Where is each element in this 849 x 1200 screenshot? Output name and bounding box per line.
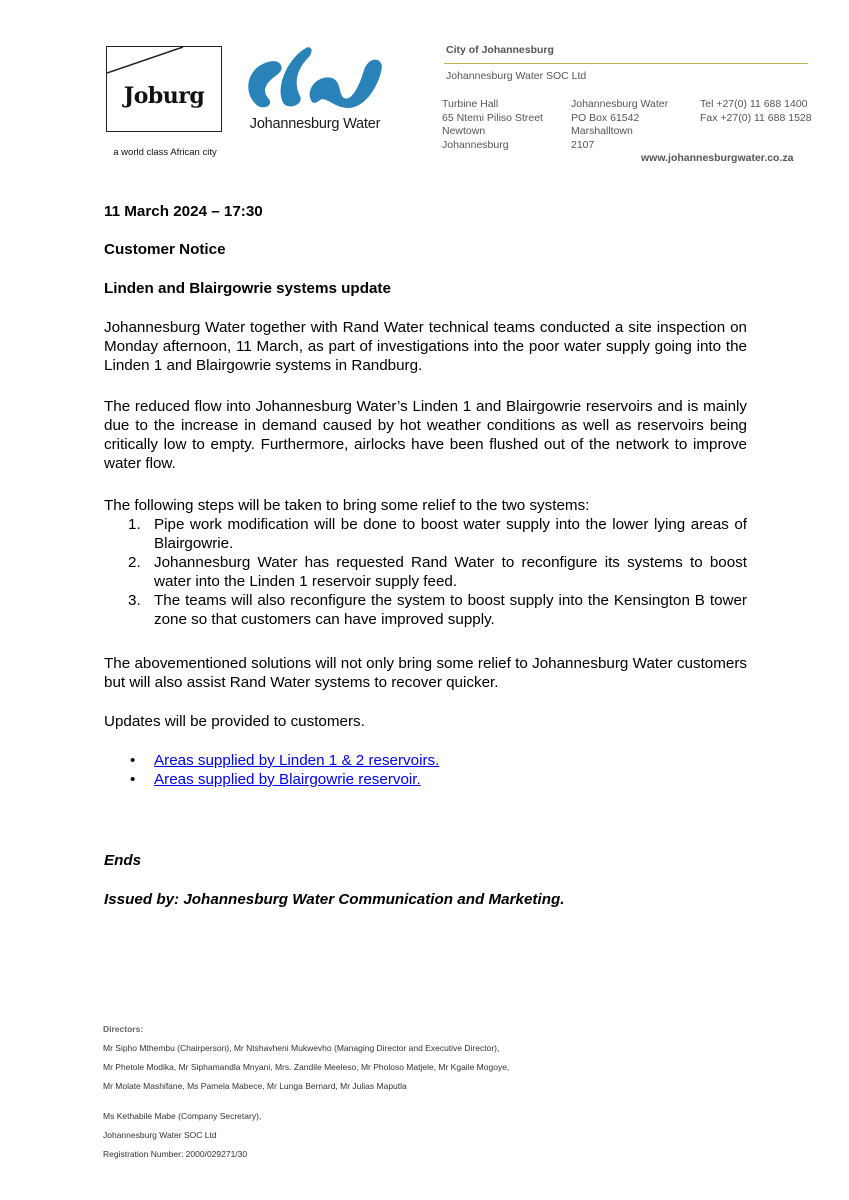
list-item: 1. Pipe work modification will be done to boost water supply into the lower lying areas of Blairgowrie. xyxy=(128,516,747,552)
directors-label: Directors: xyxy=(103,1024,144,1034)
notice-title: Linden and Blairgowrie systems update xyxy=(104,280,391,297)
header-company: Johannesburg Water SOC Ltd xyxy=(446,70,587,82)
list-item xyxy=(104,751,747,770)
johannesburg-water-logo-icon xyxy=(240,44,388,114)
address-line: Newtown xyxy=(442,125,486,137)
bullet-icon: • xyxy=(130,752,136,769)
directors-line: Mr Phetole Modika, Mr Siphamandla Mnyani, Mrs. Zandile Meeleso, Mr Pholoso Matjele, Mr Kgaile Mogoye, xyxy=(103,1062,510,1072)
address-line: Marshalltown xyxy=(571,125,633,137)
header-divider xyxy=(444,63,808,64)
address-line: Turbine Hall xyxy=(442,98,499,110)
secretary-line: Ms Kethabile Mabe (Company Secretary), xyxy=(103,1111,262,1121)
street-address xyxy=(442,98,543,152)
link-linden-reservoirs[interactable]: Areas supplied by Linden 1 & 2 reservoirs. xyxy=(154,752,440,769)
bullet-icon: • xyxy=(130,771,136,788)
directors-list xyxy=(103,1039,509,1096)
company-line: Johannesburg Water SOC Ltd xyxy=(103,1130,217,1140)
phone-number: Tel +27(0) 11 688 1400 xyxy=(700,98,808,110)
steps-section xyxy=(104,496,747,629)
paragraph-updates: Updates will be provided to customers. xyxy=(104,713,365,730)
list-item: 2. Johannesburg Water has requested Rand Water to reconfigure its systems to boost water into the Linden 1 reservoir supply feed. xyxy=(128,554,747,590)
joburg-logo-text: Joburg xyxy=(123,83,205,109)
address-line: Johannesburg xyxy=(442,138,509,151)
paragraph-solutions: The abovementioned solutions will not only bring some relief to Johannesburg Water customers but will also assist Rand Water systems to recover quicker. xyxy=(104,655,747,691)
notice-date: 11 March 2024 – 17:30 xyxy=(104,203,263,220)
link-blairgowrie-reservoir[interactable]: Areas supplied by Blairgowrie reservoir. xyxy=(154,771,421,788)
directors-line: Mr Molate Mashifane, Ms Pamela Mabece, Mr Lunga Bernard, Mr Julias Maputla xyxy=(103,1081,407,1091)
joburg-logo xyxy=(106,46,222,132)
directors-line: Mr Sipho Mthembu (Chairperson), Mr Ntshavheni Mukwevho (Managing Director and Executive Director), xyxy=(103,1043,500,1053)
list-item xyxy=(104,770,747,789)
postal-address xyxy=(571,98,668,152)
steps-intro: The following steps will be taken to bring some relief to the two systems: xyxy=(104,497,590,514)
secretary-block xyxy=(103,1107,261,1164)
paragraph-inspection: Johannesburg Water together with Rand Water technical teams conducted a site inspection on Monday afternoon, 11 March, as part of investigations into the poor water supply going into the Linden 1 and Blairgowrie systems in Randburg. xyxy=(104,319,747,374)
ends-label: Ends xyxy=(104,852,142,869)
website-url: www.johannesburgwater.co.za xyxy=(641,152,794,164)
paragraph-reduced-flow: The reduced flow into Johannesburg Water’s Linden 1 and Blairgowrie reservoirs and is mainly due to the increase in demand caused by hot weather conditions as well as reservoirs being critically low to empty. Furthermore, airlocks have been flushed out of the network to improve water flow. xyxy=(104,398,747,472)
contact-info xyxy=(700,98,812,125)
address-line: 2107 xyxy=(571,138,595,151)
address-line: 65 Ntemi Piliso Street xyxy=(442,111,543,124)
registration-line: Registration Number: 2000/029271/30 xyxy=(103,1149,248,1159)
fax-number: Fax +27(0) 11 688 1528 xyxy=(700,111,812,124)
notice-type: Customer Notice xyxy=(104,241,226,258)
issued-by: Issued by: Johannesburg Water Communication and Marketing. xyxy=(104,891,565,908)
johannesburg-water-logo-text: Johannesburg Water xyxy=(249,116,381,132)
address-line: Johannesburg Water xyxy=(571,98,669,110)
address-line: PO Box 61542 xyxy=(571,111,640,124)
joburg-tagline: a world class African city xyxy=(113,147,217,158)
header-city: City of Johannesburg xyxy=(446,44,554,56)
links-list xyxy=(104,751,747,789)
steps-list xyxy=(104,515,747,629)
list-item: 3. The teams will also reconfigure the system to boost supply into the Kensington B tower zone so that customers can have improved supply. xyxy=(128,592,747,628)
